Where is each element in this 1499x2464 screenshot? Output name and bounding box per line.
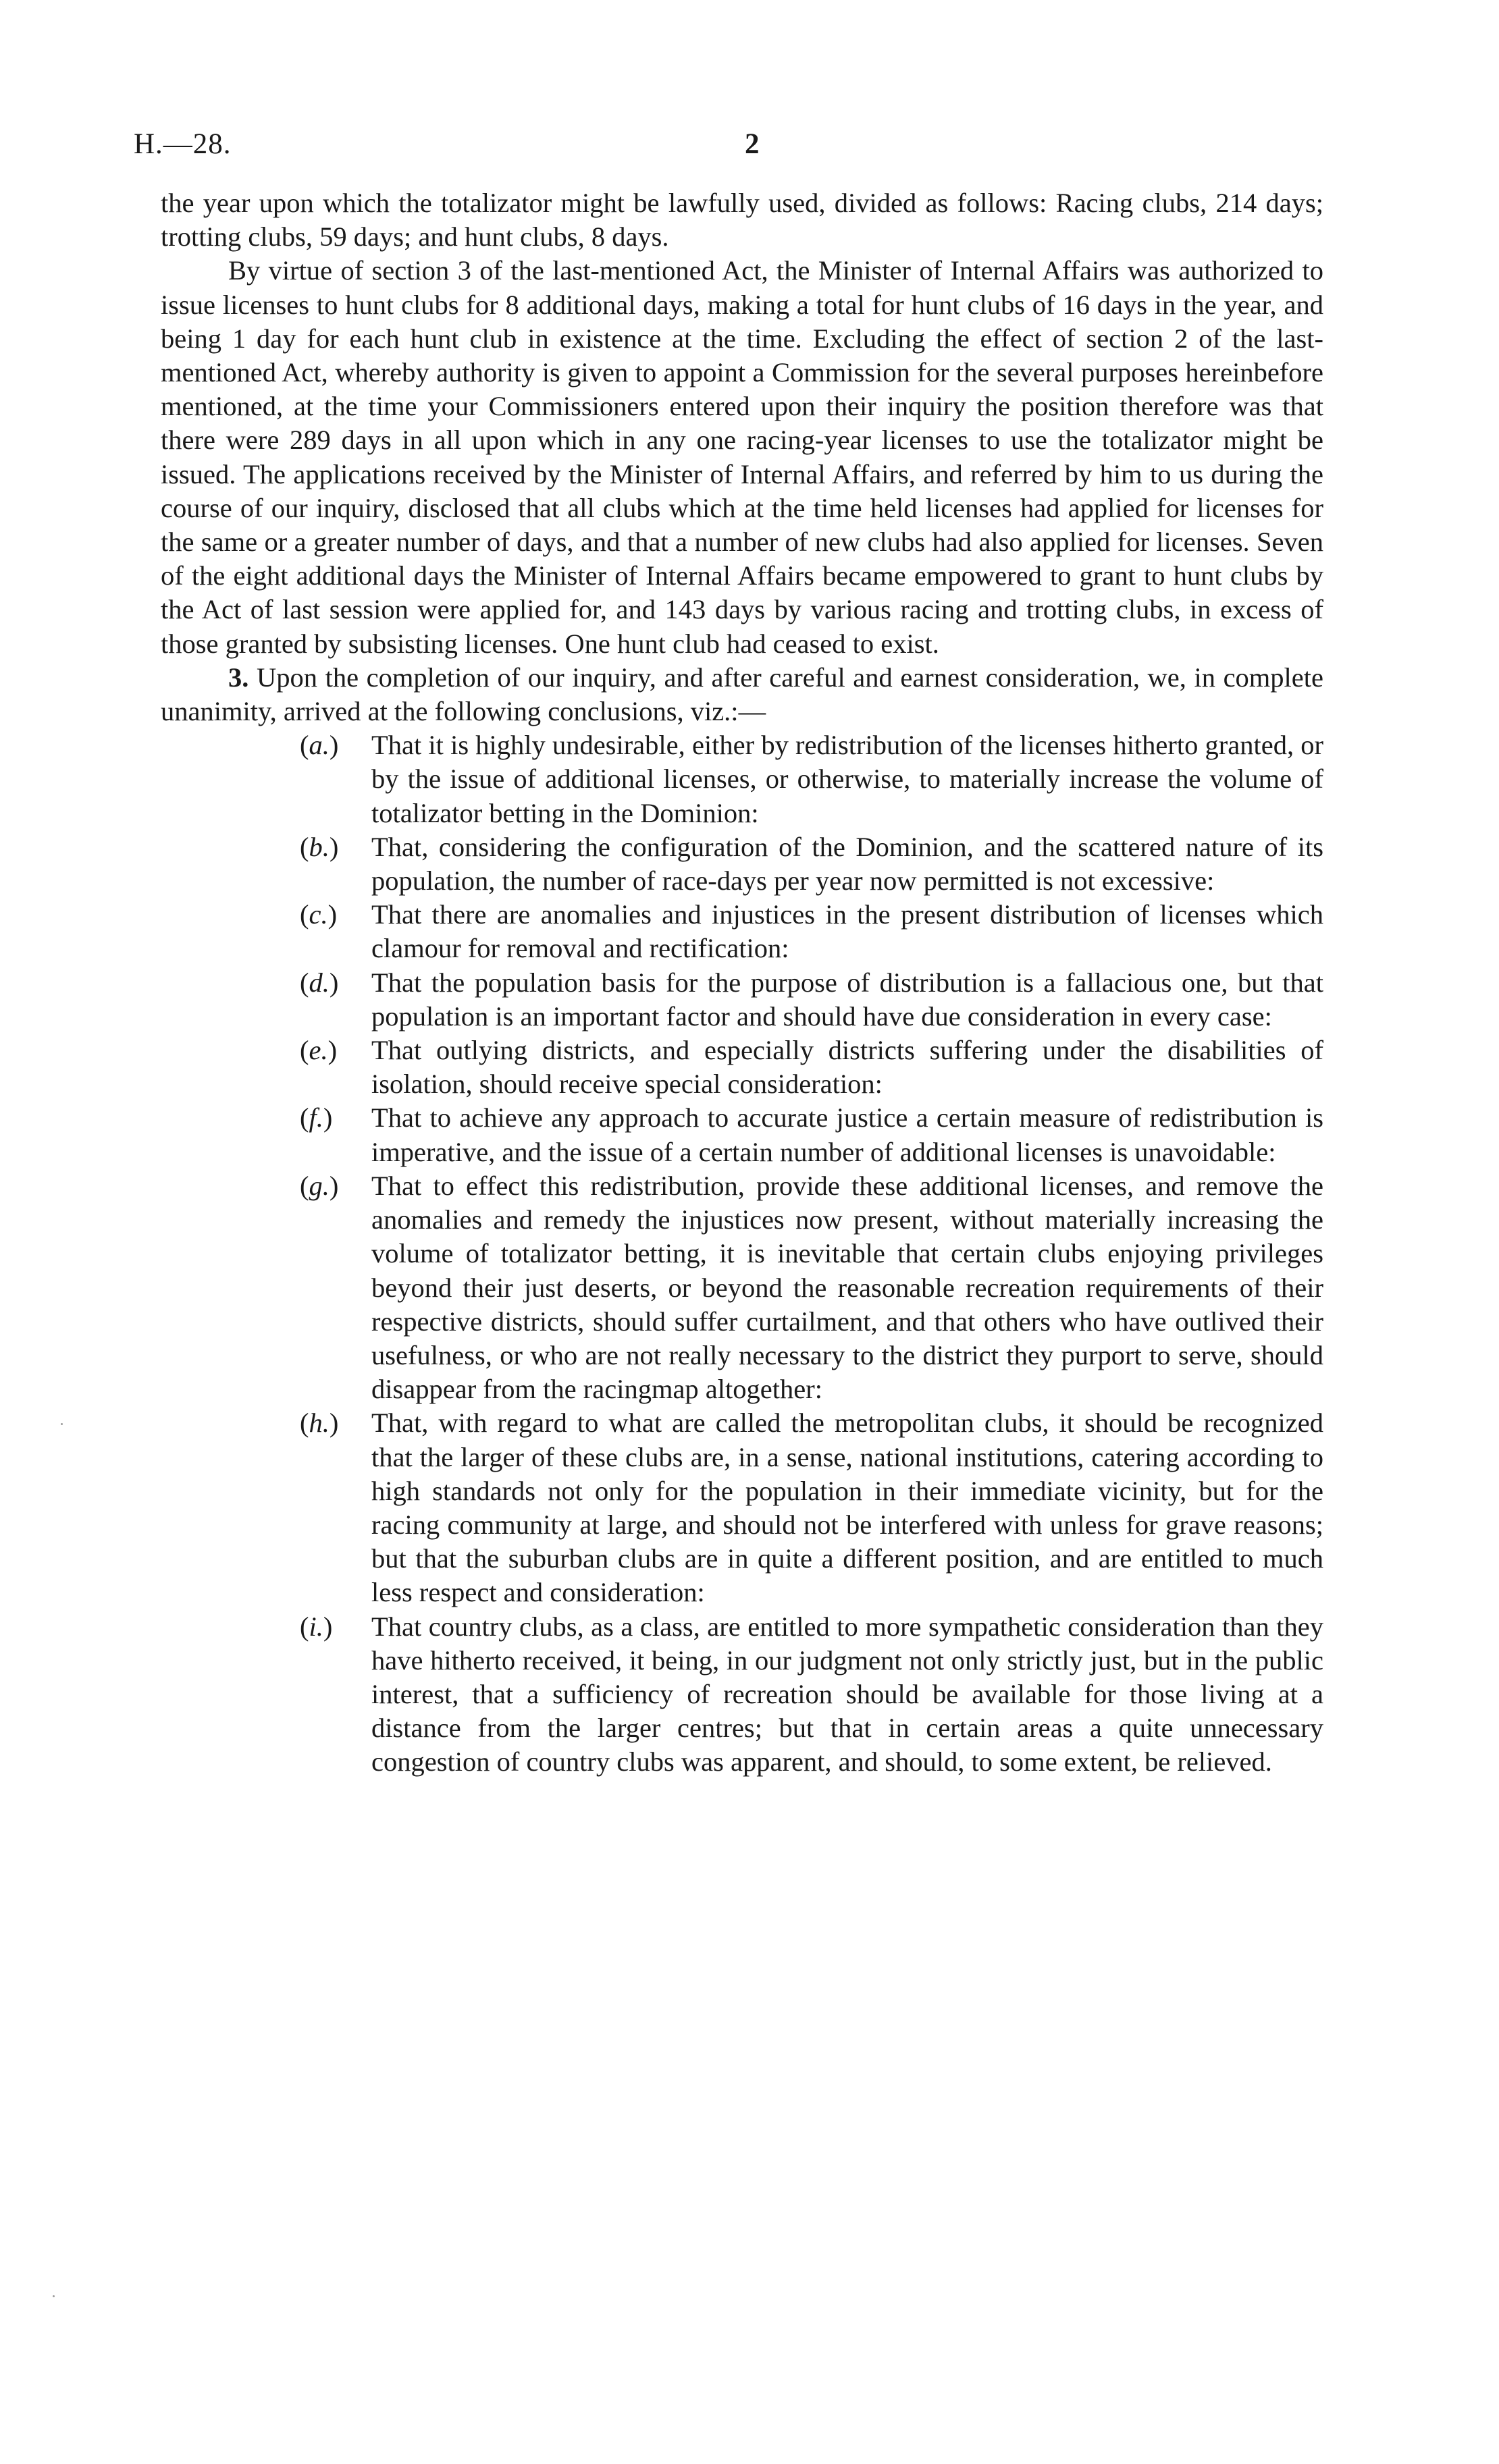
paragraph-section-3-act: By virtue of section 3 of the last-mentioned Act, the Minister of Internal Affairs was authorized to issue licenses to hunt clubs for 8 additional days, making a total for hunt clubs of 16 days in the year, and being 1 day for each hunt club in existence at the time. Excluding the effect of section 2 of the last-mentioned Act, whereby authority is given to appoint a Commission for the several purposes hereinbefore mentioned, at the time your Commissioners entered upon their inquiry the position therefore was that there were 289 days in all upon which in any one racing-year licenses to use the totalizator might be issued. The applications received by the Minister of Internal Affairs, and referred by him to us during the course of our inquiry, disclosed that all clubs which at the time held licenses had applied for licenses for the same or a greater number of days, and that a number of new clubs had also applied for licenses. Seven of the eight additional days the Minister of Internal Affairs became empowered to grant to hunt clubs by the Act of last session were applied for, and 143 days by various racing and trotting clubs, in excess of those granted by subsisting licenses. One hunt club had ceased to exist. <box>161 255 1323 659</box>
conclusion-i <box>300 1610 1323 1779</box>
page-body <box>161 186 1323 1779</box>
clause-marker: (g.) <box>300 1170 339 1201</box>
page-header <box>134 124 1325 165</box>
conclusion-f <box>300 1101 1323 1169</box>
clause-text: That country clubs, as a class, are entitled to more sympathetic consideration than they have hitherto received, it being, in our judgment not only strictly just, but in the public interest, that a sufficiency of recreation should be available for those living at a distance from the larger centres; but that in certain areas a quite unnecessary congestion of country clubs was apparent, and should, to some extent, be relieved. <box>371 1611 1323 1777</box>
conclusions-list <box>161 728 1323 1779</box>
page-number: 2 <box>745 128 760 160</box>
clause-marker: (h.) <box>300 1408 339 1439</box>
clause-text: That the population basis for the purpose of distribution is a fallacious one, but that population is an important factor and should have due consideration in every case: <box>371 967 1323 1032</box>
paragraph-continuation: the year upon which the totalizator might be lawfully used, divided as follows: Racing clubs, 214 days; trotting clubs, 59 days; and hunt clubs, 8 days. <box>161 188 1323 252</box>
clause-marker: (e.) <box>300 1035 338 1066</box>
clause-text: That to achieve any approach to accurate justice a certain measure of redistribution is imperative, and the issue of a certain number of additional licenses is unavoidable: <box>371 1102 1323 1167</box>
document-reference: H.—28. <box>134 128 232 160</box>
paragraph-3 <box>161 661 1323 728</box>
conclusion-b <box>300 830 1323 898</box>
conclusion-h <box>300 1406 1323 1609</box>
clause-text: That, considering the configuration of the Dominion, and the scattered nature of its population, the number of race-days per year now permitted is not excessive: <box>371 831 1323 896</box>
conclusion-d <box>300 966 1323 1034</box>
conclusion-e <box>300 1034 1323 1101</box>
clause-marker: (a.) <box>300 730 339 761</box>
clause-text: That outlying districts, and especially districts suffering under the disabilities of isolation, should receive special consideration: <box>371 1035 1323 1100</box>
clause-marker: (b.) <box>300 831 339 862</box>
clause-marker: (d.) <box>300 967 339 998</box>
conclusion-a <box>300 728 1323 830</box>
clause-text: That, with regard to what are called the metropolitan clubs, it should be recognized that the larger of these clubs are, in a sense, national institutions, catering according to high standards not only for the population in their immediate vicinity, but for the racing community at large, and should not be interfered with unless for grave reasons; but that the suburban clubs are in quite a different position, and are entitled to much less respect and consideration: <box>371 1408 1323 1608</box>
clause-marker: (f.) <box>300 1102 333 1133</box>
scan-speck <box>53 2295 55 2297</box>
clause-marker: (i.) <box>300 1611 333 1642</box>
paragraph-number: 3. <box>228 662 249 693</box>
clause-text: That there are anomalies and injustices in the present distribution of licenses which clamour for removal and rectification: <box>371 899 1323 964</box>
scan-speck <box>61 1423 63 1425</box>
clause-marker: (c.) <box>300 899 338 930</box>
clause-text: That it is highly undesirable, either by redistribution of the licenses hitherto granted, or by the issue of additional licenses, or otherwise, to materially increase the volume of totalizator betting in the Dominion: <box>371 730 1323 828</box>
conclusion-g <box>300 1169 1323 1406</box>
clause-text: That to effect this redistribution, provide these additional licenses, and remove the anomalies and remedy the injustices now present, without materially increasing the volume of totalizator betting, it is inevitable that certain clubs enjoying privileges beyond their just deserts, or beyond the reasonable recreation requirements of their respective districts, should suffer curtailment, and that others who have outlived their usefulness, or who are not really necessary to the district they purport to serve, should disappear from the racingmap altogether: <box>371 1170 1323 1405</box>
conclusion-c <box>300 898 1323 965</box>
paragraph-3-text: Upon the completion of our inquiry, and after careful and earnest consideration, we, in complete unanimity, arrived at the following conclusions, viz.:— <box>161 662 1324 727</box>
